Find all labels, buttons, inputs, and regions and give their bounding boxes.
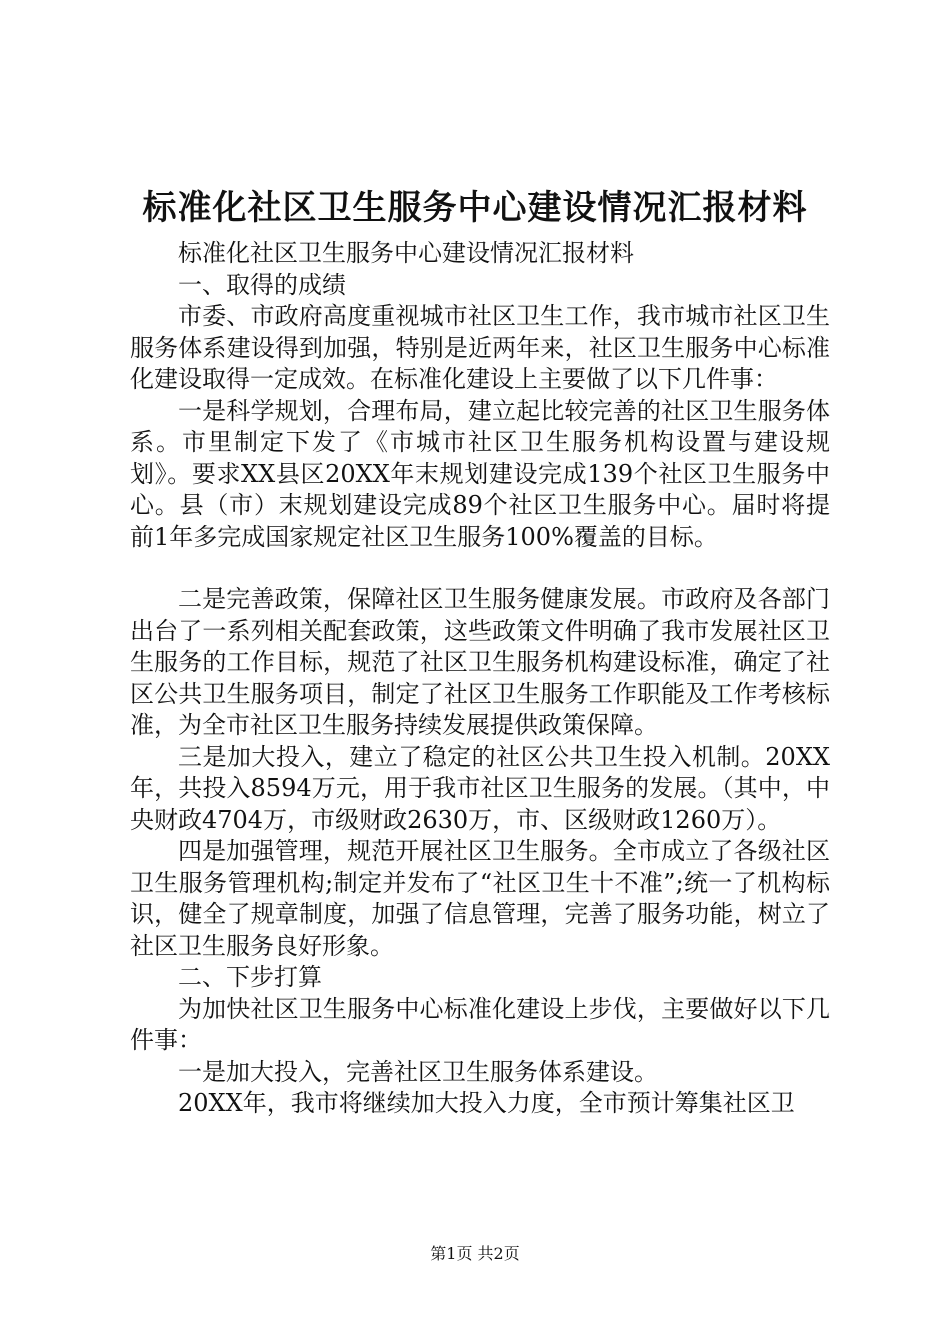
document-title: 标准化社区卫生服务中心建设情况汇报材料 xyxy=(142,188,808,228)
paragraph-next-item-1: 一是加大投入，完善社区卫生服务体系建设。 xyxy=(178,1057,658,1086)
page-number-footer: 第1页 共2页 xyxy=(430,1244,520,1263)
paragraph-next-plan: 20XX年，我市将继续加大投入力度，全市预计筹集社区卫 xyxy=(178,1089,795,1117)
section-heading-next-steps: 二、下步打算 xyxy=(178,963,322,991)
paragraph-investment: 三是加大投入，建立了稳定的社区公共卫生投入机制。20XX年，共投入8594万元，用于我市社区卫生服务的发展。（其中，中央财政4704万，市级财政2630万，市、区级财政1260万）。 xyxy=(130,742,830,834)
paragraph-management: 四是加强管理，规范开展社区卫生服务。全市成立了各级社区卫生服务管理机构;制定并发布了“社区卫生十不准”;统一了机构标识，健全了规章制度，加强了信息管理，完善了服务功能，树立了社区卫生服务良好形象。 xyxy=(130,837,830,960)
paragraph-next-intro: 为加快社区卫生服务中心标准化建设上步伐，主要做好以下几件事： xyxy=(130,994,830,1054)
document-body xyxy=(130,238,830,1120)
paragraph-planning: 一是科学规划，合理布局，建立起比较完善的社区卫生服务体系。市里制定下发了《市城市社区卫生服务机构设置与建设规划》。要求XX县区20XX年末规划建设完成139个社区卫生服务中心。县（市）末规划建设完成89个社区卫生服务中心。届时将提前1年多完成国家规定社区卫生服务100%覆盖的目标。 xyxy=(130,396,830,551)
section-heading-achievements: 一、取得的成绩 xyxy=(178,270,346,299)
paragraph-intro: 市委、市政府高度重视城市社区卫生工作，我市城市社区卫生服务体系建设得到加强，特别是近两年来，社区卫生服务中心标准化建设取得一定成效。在标准化建设上主要做了以下几件事： xyxy=(130,302,830,393)
paragraph-policy: 二是完善政策，保障社区卫生服务健康发展。市政府及各部门出台了一系列相关配套政策，这些政策文件明确了我市发展社区卫生服务的工作目标，规范了社区卫生服务机构建设标准，确定了社区公共卫生服务项目，制定了社区卫生服务工作职能及工作考核标准，为全市社区卫生服务持续发展提供政策保障。 xyxy=(130,585,830,739)
paragraph-subtitle: 标准化社区卫生服务中心建设情况汇报材料 xyxy=(178,239,634,267)
